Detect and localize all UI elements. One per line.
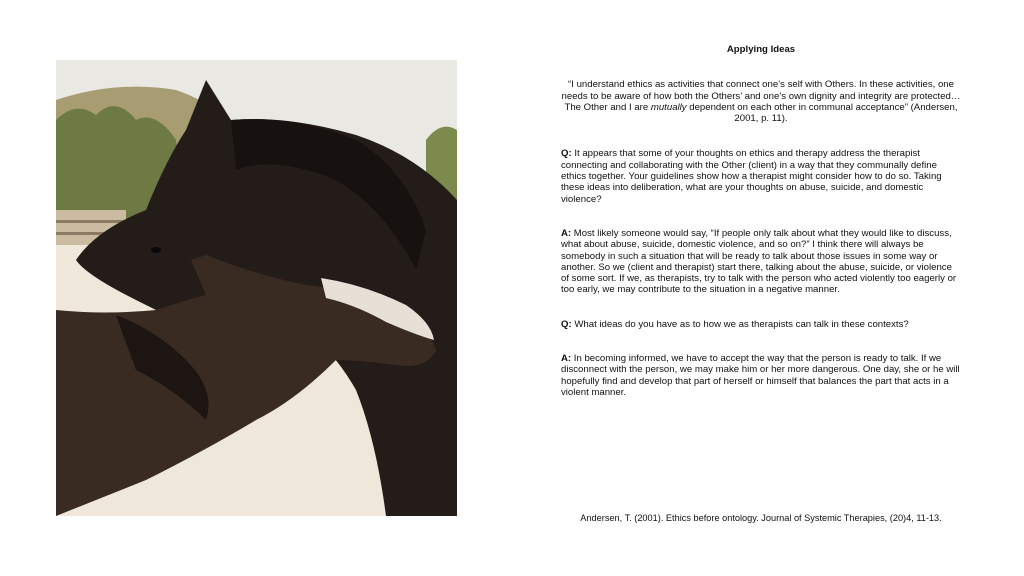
qa-text: In becoming informed, we have to accept the way that the person is ready to talk. If we disconnect with the person, we may make him or her more dangerous. One day, she or he will hopefully find and develop that part of herself or himself that balances the part that acts in a violent manner. (561, 353, 960, 398)
qa-item (561, 319, 961, 330)
mare-eye (151, 247, 161, 253)
andersen-quote (561, 79, 961, 124)
slide-title: Applying Ideas (726, 44, 796, 55)
mare-and-foal-photo-icon (56, 60, 457, 516)
qa-label: Q: (561, 148, 572, 160)
qa-item (561, 353, 961, 398)
slide-text (561, 44, 961, 421)
horse-photo (56, 60, 457, 516)
qa-label: Q: (561, 318, 572, 330)
qa-label: A: (561, 353, 572, 365)
quote-text-end: dependent on each other in communal acceptance” (Andersen, 2001, p. 11). (686, 101, 958, 125)
qa-item (561, 228, 961, 296)
qa-text: It appears that some of your thoughts on ethics and therapy address the therapist connecting and collaborating with the Other (client) in a way that they communally define ethics together. Your guidelines show how a therapist might consider how to do so. Taking these ideas into deliberation, what are your thoughts on abuse, suicide, and domestic violence? (561, 148, 942, 205)
qa-item (561, 148, 961, 204)
qa-label: A: (561, 227, 572, 239)
reference-citation: Andersen, T. (2001). Ethics before ontology. Journal of Systemic Therapies, (20)4, 11-13. (580, 513, 942, 523)
qa-text: Most likely someone would say, “If people only talk about what they would like to discuss, what about abuse, suicide, domestic violence, and so on?” I think there will always be somebody in such a situation that will be ready to talk about those issues in some way or another. So we (client and therapist) start there, talking about the abuse, suicide, or violence of some sort. If we, as therapists, try to talk with the person who acted violently too eagerly or too early, we may contribute to the situation in a negative manner. (561, 227, 957, 296)
qa-text: What ideas do you have as to how we as therapists can talk in these contexts? (571, 318, 909, 330)
quote-emphasis: mutually (650, 101, 687, 113)
quote-text-start: “I understand ethics as activities that connect one’s self with Others. In these activities, one needs to be aware of how both the Others’ and one’s own dignity and integrity are protected…The Other and I are (561, 79, 961, 113)
